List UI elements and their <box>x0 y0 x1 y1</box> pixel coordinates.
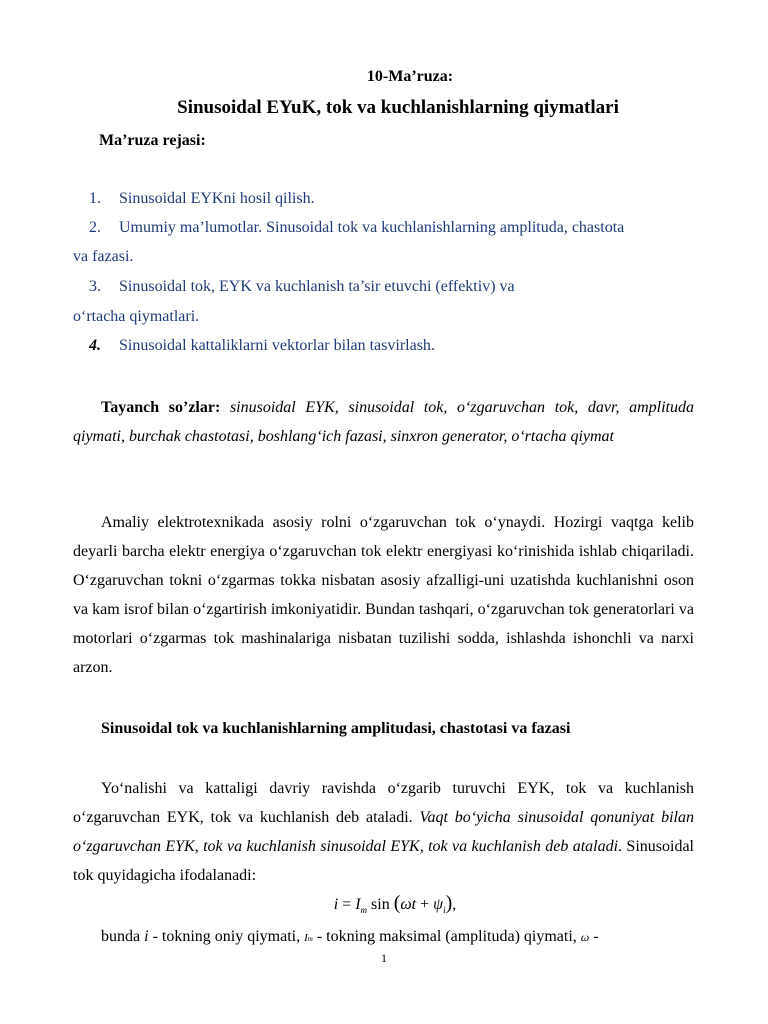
plan-item-3: 3. Sinusoidal tok, EYK va kuchlanish ta’sir etuvchi (effektiv) va <box>89 278 515 295</box>
plan-item-1: 1. Sinusoidal EYKni hosil qilish. <box>89 190 315 207</box>
plan-item-2-continued: va fazasi. <box>73 248 134 265</box>
keywords-paragraph <box>73 393 694 451</box>
lecture-number: 10-Ma’ruza: <box>366 68 454 85</box>
intro-paragraph: Amaliy elektrotexnikada asosiy rolni o‘zgaruvchan tok o‘ynaydi. Hozirgi vaqtga kelib deyarli barcha elektr energiya o‘zgaruvchan tok elektr energiyasi ko‘rinishida ishlab chiqariladi. O‘zgaruvchan tokni o‘zgarmas tokka nisbatan asosiy afzalligi-uni uzatishda kuchlanishni oson va kam isrof bilan o‘zgartirish imkoniyatidir. Bundan tashqari, o‘zgaruvchan tok generatorlari va motorlari o‘zgarmas tok mashinalariga nisbatan tuzilishi sodda, ishlashda ishonchli va narxi arzon. <box>73 514 694 676</box>
page-title: Sinusoidal EYuK, tok va kuchlanishlarning qiymatlari <box>177 97 619 118</box>
definition-paragraph: Yo‘nalishi va kattaligi davriy ravishda o‘zgarib turuvchi EYK, tok va kuchlanish o‘zgaruvchan EYK, tok va kuchlanish deb ataladi. Vaqt bo‘yicha sinusoidal qonuniyat bilan o‘zgaruvchan EYK, tok va kuchlanish sinusoidal EYK, tok va kuchlanish deb ataladi. Sinusoidal tok quyidagicha ifodalanadi: <box>73 780 695 884</box>
plan-item-2: 2. Umumiy ma’lumotlar. Sinusoidal tok va kuchlanishlarning amplituda, chastota <box>89 219 625 236</box>
plan-item-4: 4. Sinusoidal kattaliklarni vektorlar bilan tasvirlash. <box>89 337 435 354</box>
plan-heading: Ma’ruza rejasi: <box>99 132 206 149</box>
keywords-label: Tayanch so’zlar: <box>101 399 221 416</box>
page-number: 1 <box>381 951 387 965</box>
plan-item-3-continued: o‘rtacha qiymatlari. <box>73 308 200 325</box>
section-heading: Sinusoidal tok va kuchlanishlarning amplitudasi, chastotasi va fazasi <box>101 720 571 737</box>
keywords-text: sinusoidal EYK, sinusoidal tok, o‘zgaruvchan tok, davr, amplituda qiymati, burchak chastotasi, boshlang‘ich fazasi, sinxron generator, o‘rtacha qiymat <box>73 399 694 445</box>
variable-explanation: bunda i - tokning oniy qiymati, Im - tokning maksimal (amplituda) qiymati, ω - <box>101 928 599 945</box>
current-formula: $i = I_m$ $\sin (\omega t + \psi_i)$, <box>333 892 457 916</box>
